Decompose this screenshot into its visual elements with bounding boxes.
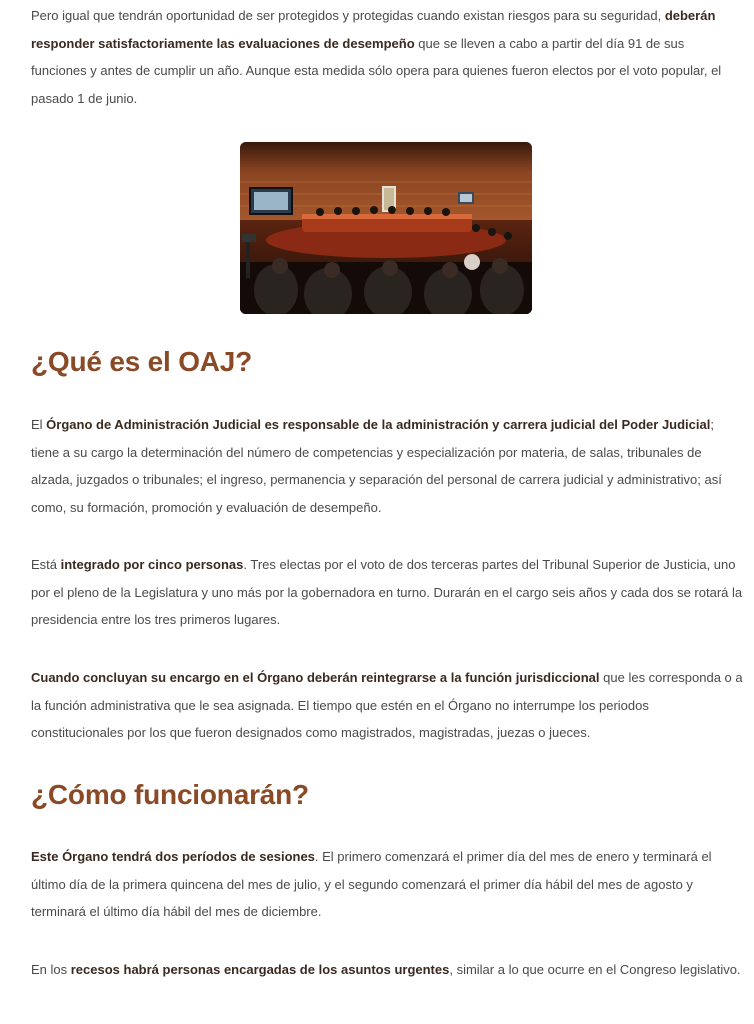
courtroom-session-photo [240,142,532,314]
como-paragraph-1 [31,843,743,926]
oaj-p2-bold-1: integrado por cinco personas [60,557,244,572]
section-heading-como: ¿Cómo funcionarán? [31,779,309,810]
oaj-p3-text-1: que les corresponda o a la función administrativa que le sea asignada. El tiempo que estén en el Órgano no interrumpe los periodos constitucionales por los que fueron designados como magistrados, magistradas, juezas o jueces. [31,670,743,740]
courtroom-photo-illustration [240,142,532,314]
intro-text-1: Pero igual que tendrán oportunidad de ser protegidos y protegidas cuando existan riesgos para su seguridad, [31,8,665,23]
como-p2-text-1: En los [31,962,71,977]
oaj-p2-text-1: Está [31,557,61,572]
section-heading-oaj: ¿Qué es el OAJ? [31,346,253,377]
oaj-p3-bold-1: Cuando concluyan su encargo en el Órgano deberán reintegrarse a la función jurisdiccional [31,670,600,685]
oaj-p2-text-2: . Tres electas por el voto de dos terceras partes del Tribunal Superior de Justicia, uno por el pleno de la Legislatura y uno más por la gobernadora en turno. Durarán en el cargo seis años y cada dos se rotará la presidencia entre los tres primeros lugares. [31,557,743,627]
oaj-paragraph-1 [31,411,743,521]
oaj-p1-text-2: ; tiene a su cargo la determinación del número de competencias y especialización por materia, de salas, tribunales de alzada, juzgados o tribunales; el ingreso, permanencia y separación del personal de carrera judicial y administrativo; así como, su formación, promoción y evaluación de desempeño. [31,417,722,515]
intro-text-2: que se lleven a cabo a partir del día 91 de sus funciones y antes de cumplir un año. Aunque esta medida sólo opera para quienes fueron electos por el voto popular, el pasado 1 de junio. [31,35,722,106]
como-paragraph-2 [31,956,743,984]
como-p1-bold-1: Este Órgano tendrá dos períodos de sesiones [31,849,315,864]
oaj-paragraph-2 [31,551,743,634]
como-p2-bold-1: recesos habrá personas encargadas de los asuntos urgentes [70,962,450,977]
como-p2-text-2: , similar a lo que ocurre en el Congreso legislativo. [449,962,741,977]
como-p1-text-1: . El primero comenzará el primer día del mes de enero y terminará el último día de la primera quincena del mes de julio, y el segundo comenzará el primer día hábil del mes de agosto y terminará el último día hábil del mes de diciembre. [31,849,712,919]
intro-bold-1: deberán responder satisfactoriamente las evaluaciones de desempeño [31,8,716,51]
oaj-paragraph-3 [31,664,743,747]
intro-paragraph [31,2,743,112]
oaj-p1-text-1: El [31,417,47,432]
oaj-p1-bold-1: Órgano de Administración Judicial es responsable de la administración y carrera judicial del Poder Judicial [46,417,711,432]
